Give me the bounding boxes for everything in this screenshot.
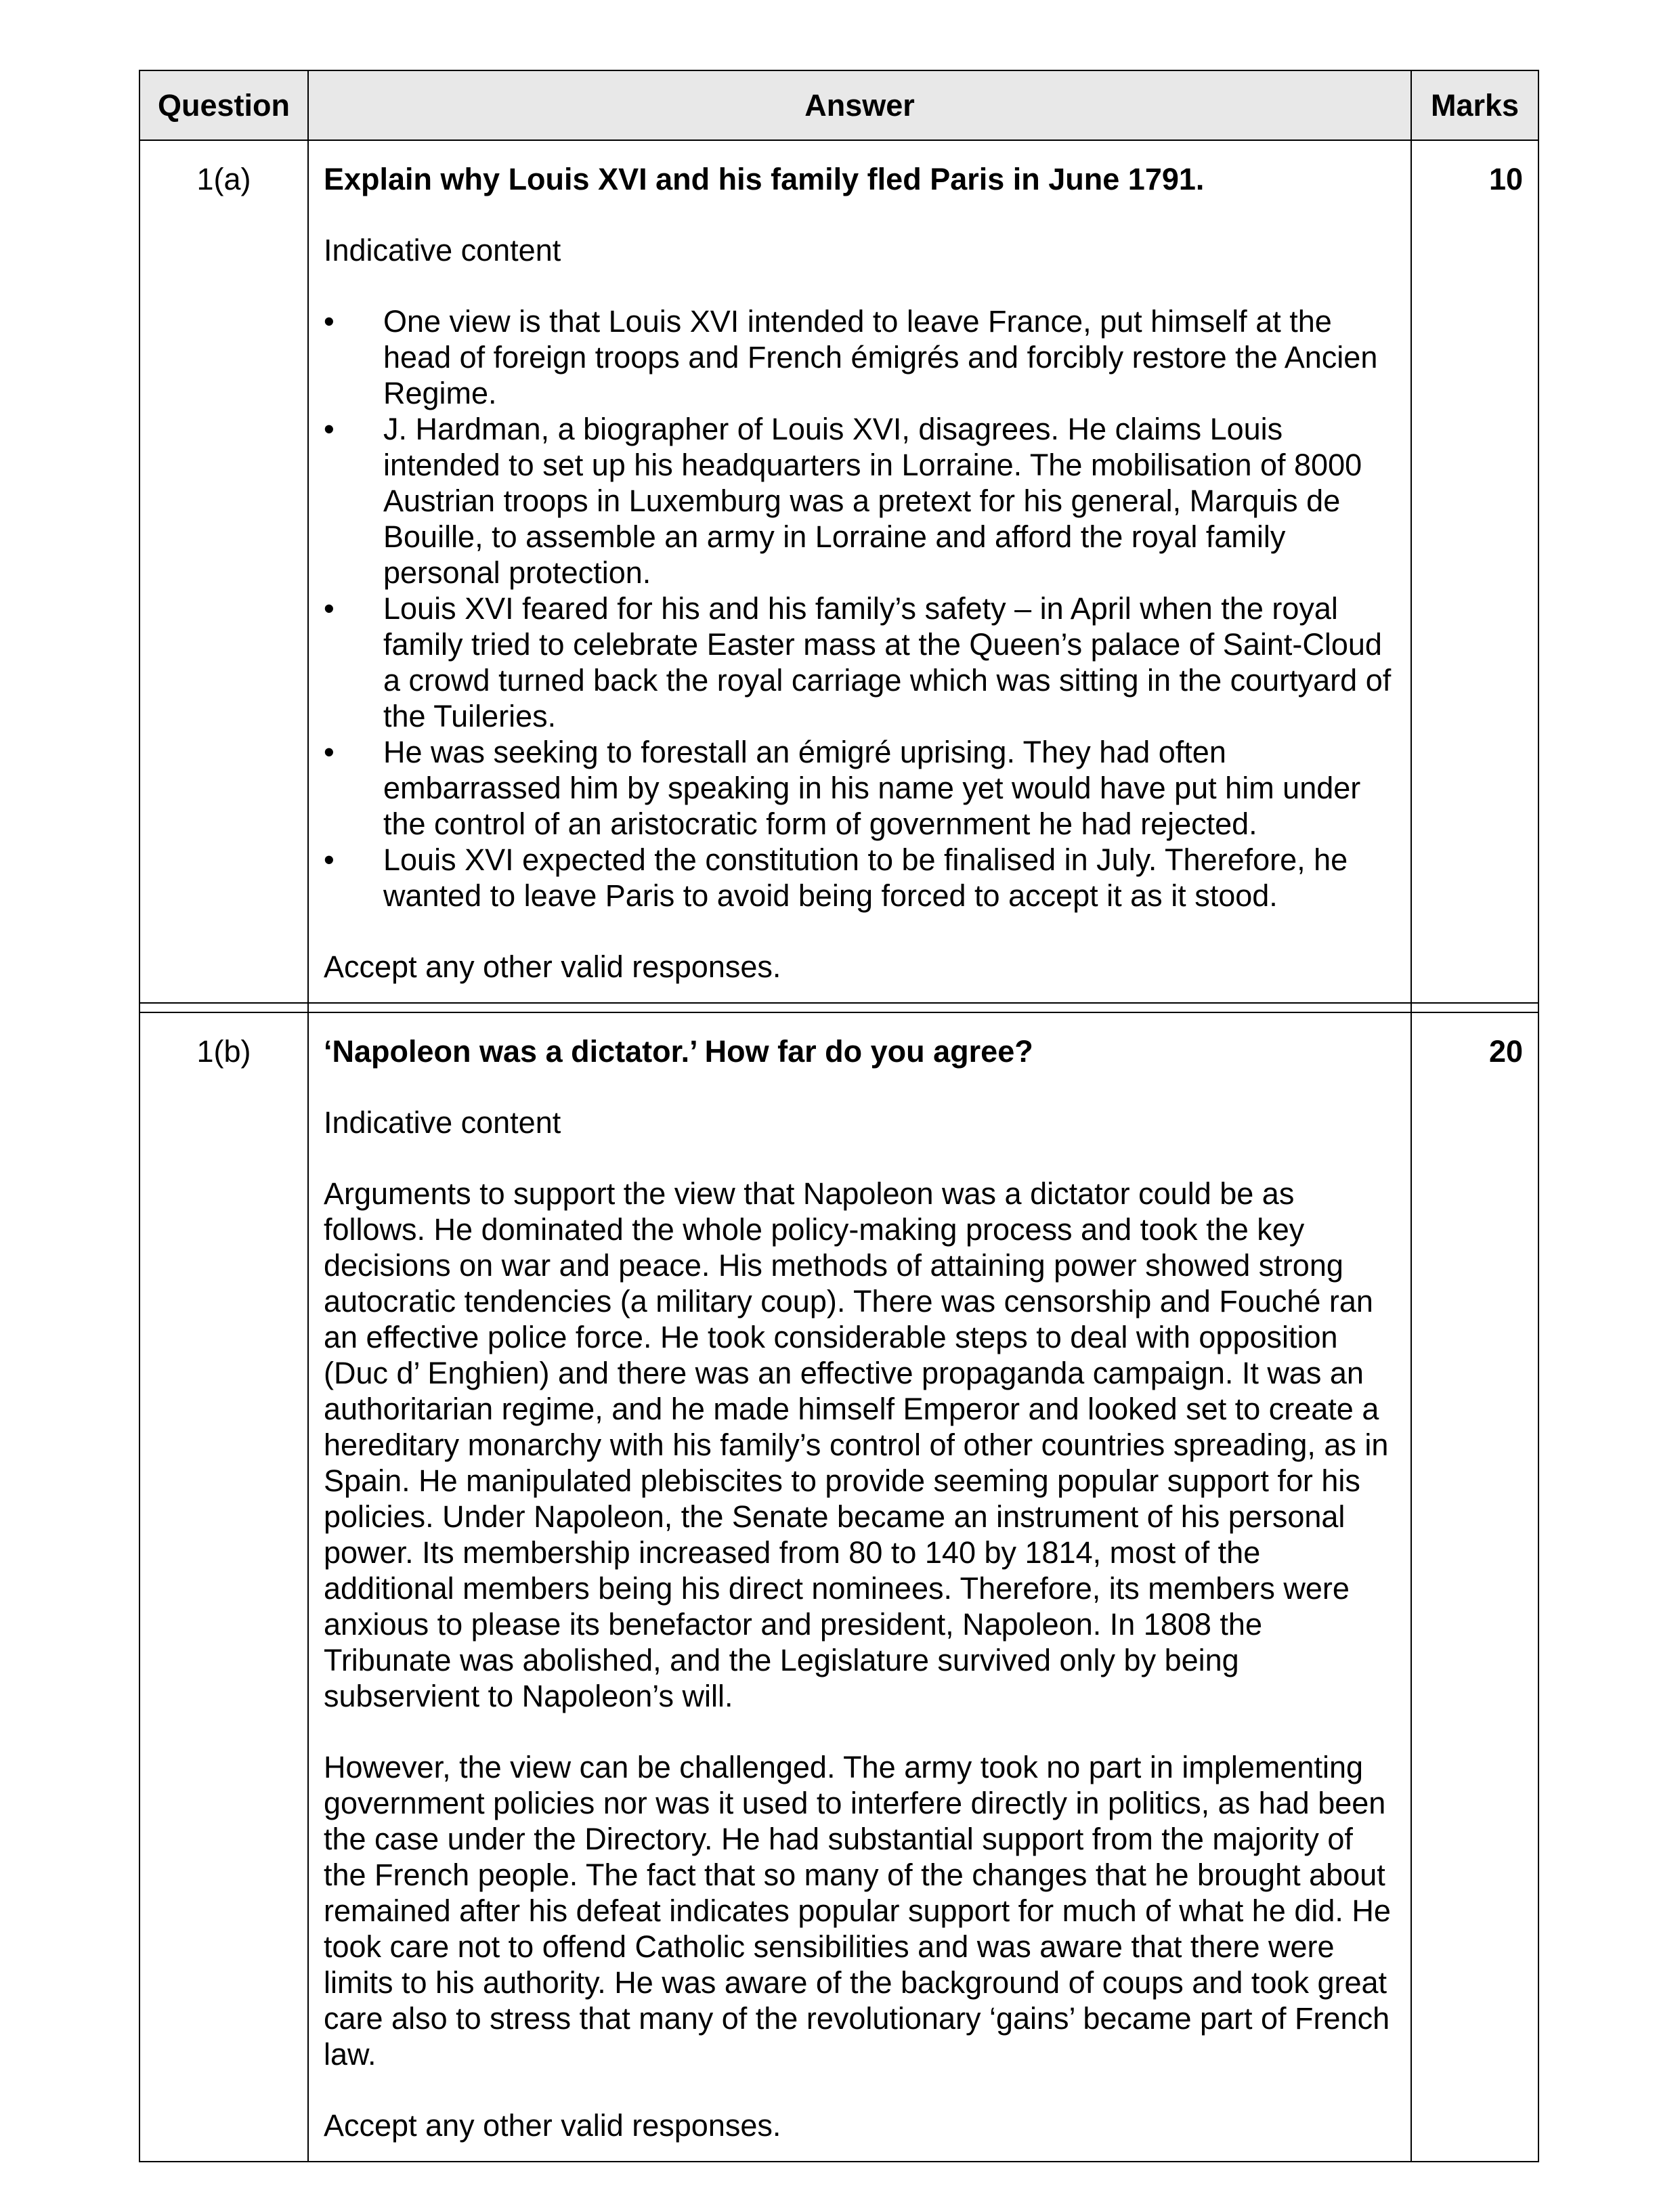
question-text: Explain why Louis XVI and his family fled Paris in June 1791. bbox=[324, 162, 1205, 196]
closing-note: Accept any other valid responses. bbox=[324, 2108, 781, 2143]
list-item bbox=[324, 842, 1396, 914]
row-separator bbox=[139, 1003, 1538, 1012]
bullet-icon: • bbox=[324, 304, 335, 339]
question-number: 1(b) bbox=[139, 1012, 308, 2162]
question-number: 1(a) bbox=[139, 140, 308, 1003]
bullet-icon: • bbox=[324, 842, 335, 877]
list-item bbox=[324, 303, 1396, 411]
header-answer: Answer bbox=[308, 70, 1411, 140]
answer-cell bbox=[308, 140, 1411, 1003]
list-item-text: Louis XVI feared for his and his family’s safety – in April when the royal family tried to celebrate Easter mass at the Queen’s palace of Saint-Cloud a crowd turned back the royal carriage which was sitting in the courtyard of the Tuileries. bbox=[383, 591, 1392, 733]
closing-note: Accept any other valid responses. bbox=[324, 949, 781, 984]
bullet-list bbox=[324, 303, 1396, 914]
indicative-content-label: Indicative content bbox=[324, 233, 561, 267]
header-row bbox=[139, 70, 1538, 140]
paragraph-support: Arguments to support the view that Napoleon was a dictator could be as follows. He dominated the whole policy-making process and took the key decisions on war and peace. His methods of attaining power showed strong autocratic tendencies (a military coup). There was censorship and Fouché ran an effective police force. He took considerable steps to deal with opposition (Duc d’ Enghien) and there was an effective propaganda campaign. It was an authoritarian regime, and he made himself Emperor and looked set to create a hereditary monarchy with his family’s control of other countries spreading, as in Spain. He manipulated plebiscites to provide seeming popular support for his policies. Under Napoleon, the Senate became an instrument of his personal power. Its membership increased from 80 to 140 by 1814, most of the additional members being his direct nominees. Therefore, its members were anxious to please its benefactor and president, Napoleon. In 1808 the Tribunate was abolished, and the Legislature survived only by being subservient to Napoleon’s will. bbox=[324, 1176, 1389, 1713]
table-row-1a bbox=[139, 140, 1538, 1003]
marks-value: 10 bbox=[1411, 140, 1538, 1003]
list-item-text: Louis XVI expected the constitution to be finalised in July. Therefore, he wanted to leave Paris to avoid being forced to accept it as it stood. bbox=[383, 842, 1348, 913]
table-row-1b bbox=[139, 1012, 1538, 2162]
answer-cell bbox=[308, 1012, 1411, 2162]
indicative-content-label: Indicative content bbox=[324, 1105, 561, 1140]
bullet-icon: • bbox=[324, 591, 335, 626]
bullet-icon: • bbox=[324, 735, 335, 769]
header-question: Question bbox=[139, 70, 308, 140]
list-item bbox=[324, 734, 1396, 842]
list-item-text: He was seeking to forestall an émigré uprising. They had often embarrassed him by speaking in his name yet would have put him under the control of an aristocratic form of government he had rejected. bbox=[383, 735, 1361, 841]
mark-scheme-sheet bbox=[139, 70, 1538, 2162]
header-marks: Marks bbox=[1411, 70, 1538, 140]
marks-value: 20 bbox=[1411, 1012, 1538, 2162]
list-item bbox=[324, 411, 1396, 591]
list-item-text: J. Hardman, a biographer of Louis XVI, disagrees. He claims Louis intended to set up his headquarters in Lorraine. The mobilisation of 8000 Austrian troops in Luxemburg was a pretext for his general, Marquis de Bouille, to assemble an army in Lorraine and afford the royal family personal protection. bbox=[383, 412, 1362, 590]
paragraph-challenge: However, the view can be challenged. The army took no part in implementing government policies nor was it used to interfere directly in politics, as had been the case under the Directory. He had substantial support from the majority of the French people. The fact that so many of the changes that he brought about remained after his defeat indicates popular support for much of what he did. He took care not to offend Catholic sensibilities and was aware that there were limits to his authority. He was aware of the background of coups and took great care also to stress that many of the revolutionary ‘gains’ became part of French law. bbox=[324, 1750, 1391, 2072]
list-item-text: One view is that Louis XVI intended to leave France, put himself at the head of foreign troops and French émigrés and forcibly restore the Ancien Regime. bbox=[383, 304, 1378, 410]
mark-scheme-table bbox=[139, 70, 1539, 2162]
question-text: ‘Napoleon was a dictator.’ How far do you agree? bbox=[324, 1034, 1033, 1069]
list-item bbox=[324, 591, 1396, 734]
bullet-icon: • bbox=[324, 412, 335, 446]
